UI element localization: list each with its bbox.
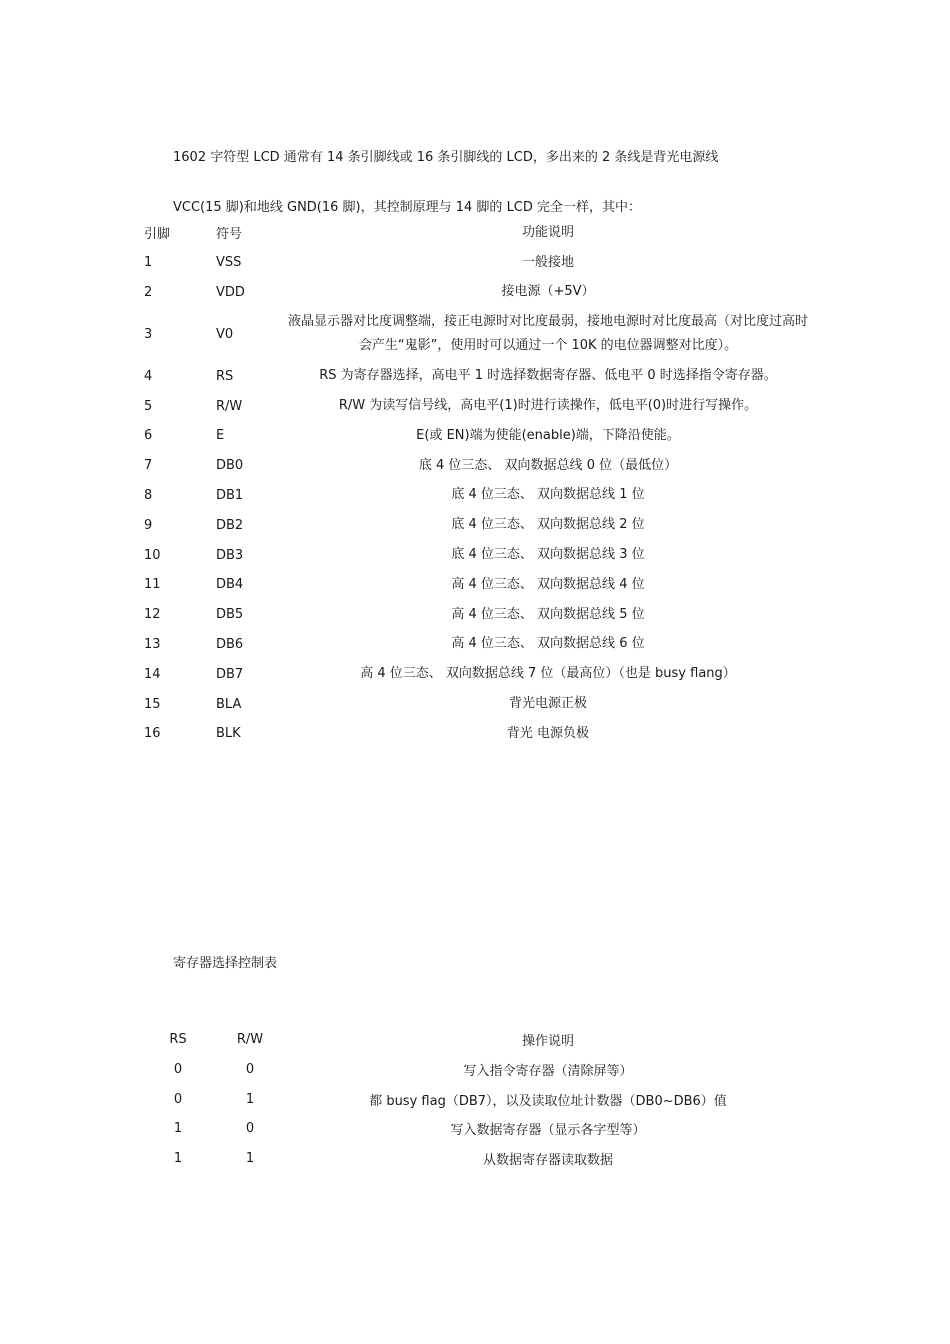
table-row bbox=[144, 510, 814, 540]
table-row bbox=[144, 307, 814, 361]
table-row bbox=[144, 248, 814, 278]
pin-description: 液晶显示器对比度调整端，接正电源时对比度最弱，接地电源时对比度最高（对比度过高时会产生“鬼影”，使用时可以通过一个 10K 的电位器调整对比度）。 bbox=[287, 314, 808, 354]
pin-description: 一般接地 bbox=[521, 254, 574, 270]
register-table-header bbox=[160, 1025, 770, 1055]
pin-number: 13 bbox=[144, 636, 161, 652]
table-row bbox=[144, 421, 814, 451]
pin-description: 高 4 位三态、 双向数据总线 5 位 bbox=[451, 606, 645, 622]
table-row bbox=[160, 1144, 770, 1174]
table-row bbox=[144, 451, 814, 481]
pin-symbol: DB4 bbox=[216, 577, 244, 593]
operation-description: 写入数据寄存器（显示各字型等） bbox=[450, 1123, 646, 1139]
pin-number: 10 bbox=[144, 547, 161, 563]
pin-number: 8 bbox=[144, 487, 153, 503]
pin-symbol: DB5 bbox=[216, 607, 244, 623]
pin-symbol: VSS bbox=[216, 255, 242, 271]
pin-symbol: E bbox=[216, 428, 225, 444]
pin-symbol: V0 bbox=[216, 326, 234, 342]
header-function: 功能说明 bbox=[521, 224, 574, 240]
pin-description: RS 为寄存器选择，高电平 1 时选择数据寄存器、低电平 0 时选择指令寄存器。 bbox=[319, 368, 777, 384]
pin-number: 7 bbox=[144, 458, 153, 474]
pin-number: 2 bbox=[144, 284, 153, 300]
pin-symbol: BLA bbox=[216, 696, 242, 712]
pin-symbol: DB1 bbox=[216, 487, 244, 503]
pin-description: 底 4 位三态、 双向数据总线 2 位 bbox=[451, 517, 645, 533]
pin-symbol: DB3 bbox=[216, 547, 244, 563]
pin-description: 高 4 位三态、 双向数据总线 4 位 bbox=[451, 576, 645, 592]
pin-description: 高 4 位三态、 双向数据总线 7 位（最高位）（也是 busy flang） bbox=[360, 666, 736, 682]
pin-description: R/W 为读写信号线，高电平(1)时进行读操作，低电平(0)时进行写操作。 bbox=[338, 398, 758, 414]
pin-description: E(或 EN)端为使能(enable)端，下降沿使能。 bbox=[416, 427, 680, 443]
pin-symbol: DB2 bbox=[216, 517, 244, 533]
table-row bbox=[160, 1084, 770, 1114]
table-row bbox=[144, 600, 814, 630]
pin-symbol: R/W bbox=[216, 398, 243, 414]
pin-symbol: DB6 bbox=[216, 636, 244, 652]
pin-description: 背光电源正极 bbox=[508, 696, 587, 712]
rs-value: 1 bbox=[173, 1151, 183, 1167]
pin-symbol: BLK bbox=[216, 726, 241, 742]
table-row bbox=[144, 361, 814, 391]
pin-description: 底 4 位三态、 双向数据总线 3 位 bbox=[451, 547, 645, 563]
header-rw: R/W bbox=[236, 1032, 264, 1048]
pin-symbol: DB7 bbox=[216, 666, 244, 682]
table-row bbox=[144, 570, 814, 600]
header-operation: 操作说明 bbox=[521, 1034, 574, 1050]
pin-symbol: VDD bbox=[216, 284, 245, 300]
pin-number: 6 bbox=[144, 428, 153, 444]
rw-value: 1 bbox=[245, 1091, 255, 1107]
pin-table-header bbox=[144, 218, 814, 248]
table-row bbox=[144, 391, 814, 421]
rs-value: 0 bbox=[173, 1091, 183, 1107]
pin-number: 3 bbox=[144, 326, 153, 342]
table-row bbox=[144, 278, 814, 308]
rw-value: 0 bbox=[245, 1062, 255, 1078]
table-row bbox=[160, 1055, 770, 1085]
table-row bbox=[144, 659, 814, 689]
table-row bbox=[144, 540, 814, 570]
table-row bbox=[144, 481, 814, 511]
operation-description: 写入指令寄存器（清除屏等） bbox=[463, 1064, 633, 1080]
pin-number: 11 bbox=[144, 577, 161, 593]
pin-number: 16 bbox=[144, 726, 161, 742]
table-row bbox=[144, 689, 814, 719]
operation-description: 都 busy flag（DB7），以及读取位址计数器（DB0~DB6）值 bbox=[369, 1093, 727, 1109]
rs-value: 1 bbox=[173, 1121, 183, 1137]
pin-description: 接电源（+5V） bbox=[501, 284, 595, 300]
pin-number: 15 bbox=[144, 696, 161, 712]
pin-number: 14 bbox=[144, 666, 161, 682]
pin-number: 4 bbox=[144, 368, 153, 384]
pin-table bbox=[144, 218, 814, 749]
rs-value: 0 bbox=[173, 1062, 183, 1078]
pin-number: 9 bbox=[144, 517, 153, 533]
header-symbol: 符号 bbox=[216, 227, 243, 243]
register-table bbox=[160, 1025, 770, 1173]
pin-number: 12 bbox=[144, 607, 161, 623]
intro-paragraph-line-2: VCC(15 脚)和地线 GND(16 脚)，其控制原理与 14 脚的 LCD 完全一样，其中： bbox=[173, 200, 642, 215]
pin-description: 底 4 位三态、 双向数据总线 1 位 bbox=[451, 487, 645, 503]
pin-symbol: DB0 bbox=[216, 458, 244, 474]
pin-description: 高 4 位三态、 双向数据总线 6 位 bbox=[451, 636, 645, 652]
pin-description: 底 4 位三态、 双向数据总线 0 位（最低位） bbox=[418, 457, 678, 473]
rw-value: 0 bbox=[245, 1121, 255, 1137]
header-rs: RS bbox=[169, 1032, 187, 1048]
table-row bbox=[160, 1114, 770, 1144]
operation-description: 从数据寄存器读取数据 bbox=[482, 1153, 613, 1169]
intro-paragraph-line-1: 1602 字符型 LCD 通常有 14 条引脚线或 16 条引脚线的 LCD，多出来的 2 条线是背光电源线 bbox=[173, 150, 719, 165]
pin-number: 1 bbox=[144, 255, 153, 271]
table-row bbox=[144, 719, 814, 749]
pin-description: 背光 电源负极 bbox=[506, 725, 590, 741]
pin-symbol: RS bbox=[216, 368, 234, 384]
register-section-title: 寄存器选择控制表 bbox=[173, 956, 278, 971]
pin-number: 5 bbox=[144, 398, 153, 414]
table-row bbox=[144, 630, 814, 660]
rw-value: 1 bbox=[245, 1151, 255, 1167]
header-pin: 引脚 bbox=[144, 227, 171, 243]
